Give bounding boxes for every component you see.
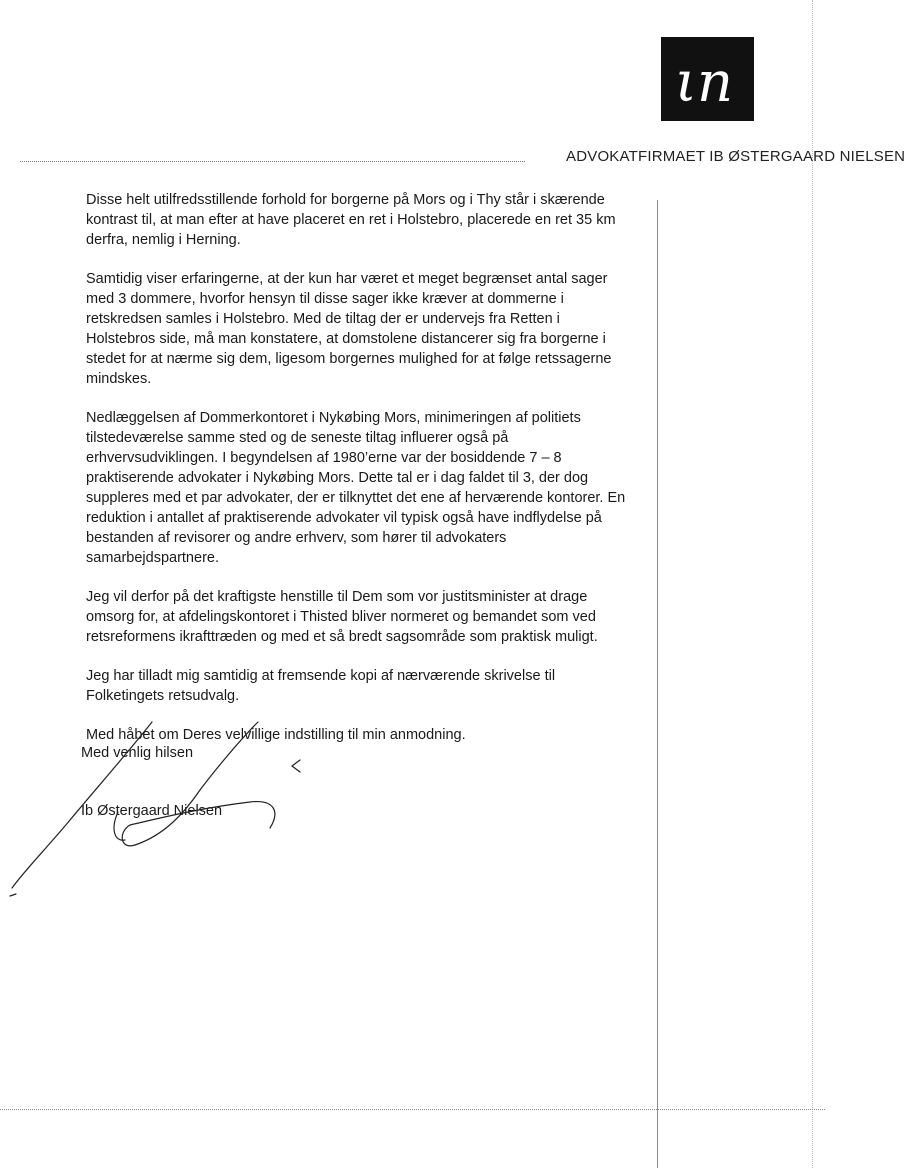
logo-mark-icon xyxy=(661,37,754,121)
paragraph-5: Jeg har tilladt mig samtidig at fremsende kopi af nærværende skrivelse til Folketingets retsudvalg. xyxy=(86,668,556,704)
paragraph-1: Disse helt utilfredsstillende forhold for borgerne på Mors og i Thy står i skærende kontrast til, at man efter at have placeret en ret i Holstebro, placerede en ret 35 km derfra, nemlig i Herning. xyxy=(86,192,616,248)
firm-name: ADVOKATFIRMAET IB ØSTERGAARD NIELSEN xyxy=(566,148,905,165)
paragraph-4: Jeg vil derfor på det kraftigste henstille til Dem som vor justitsminister at drage omsorg for, at afdelingskontoret i Thisted bliver normeret og bemandet som ved retsreformens ikrafttræden og med et så bredt sagsområde som praktisk muligt. xyxy=(86,589,598,645)
header-rule xyxy=(20,161,525,162)
footer-rule xyxy=(0,1109,825,1110)
letter-body xyxy=(86,190,626,764)
page-edge xyxy=(812,0,813,1168)
signature-dot xyxy=(10,894,16,896)
closing-salutation: Med venlig hilsen xyxy=(81,745,194,761)
firm-logo xyxy=(661,37,754,121)
paragraph-3: Nedlæggelsen af Dommerkontoret i Nykøbing Mors, minimeringen af politiets tilstedeværelse samme sted og de seneste tiltag influerer også på erhvervsudviklingen. I begyndelsen af 1980’erne var der bosiddende 7 – 8 praktiserende advokater i Nykøbing Mors. Dette tal er i dag faldet til 3, der dog suppleres med et par advokater, der er tilknyttet det ene af herværende kontorer. En reduktion i antallet af praktiserende advokater vil typisk også have indflydelse på bestanden af revisorer og andre erhverv, som hører til advokaters samarbejdspartnere. xyxy=(86,410,626,566)
signatory-name: Ib Østergaard Nielsen xyxy=(81,803,223,819)
paragraph-2: Samtidig viser erfaringerne, at der kun har været et meget begrænset antal sager med 3 dommere, hvorfor hensyn til disse sager ikke kræver at dommerne i retskredsen samles i Holstebro. Med de tiltag der er undervejs fra Retten i Holstebros side, må man konstatere, at domstolene distancerer sig fra borgerne i stedet for at nærme sig dem, ligesom borgernes mulighed for at følge retssagerne mindskes. xyxy=(86,271,612,387)
paragraph-6: Med håbet om Deres velvillige indstilling til min anmodning. xyxy=(86,727,466,743)
margin-line xyxy=(657,200,658,1168)
logo-mark-text: ιn xyxy=(675,50,734,115)
